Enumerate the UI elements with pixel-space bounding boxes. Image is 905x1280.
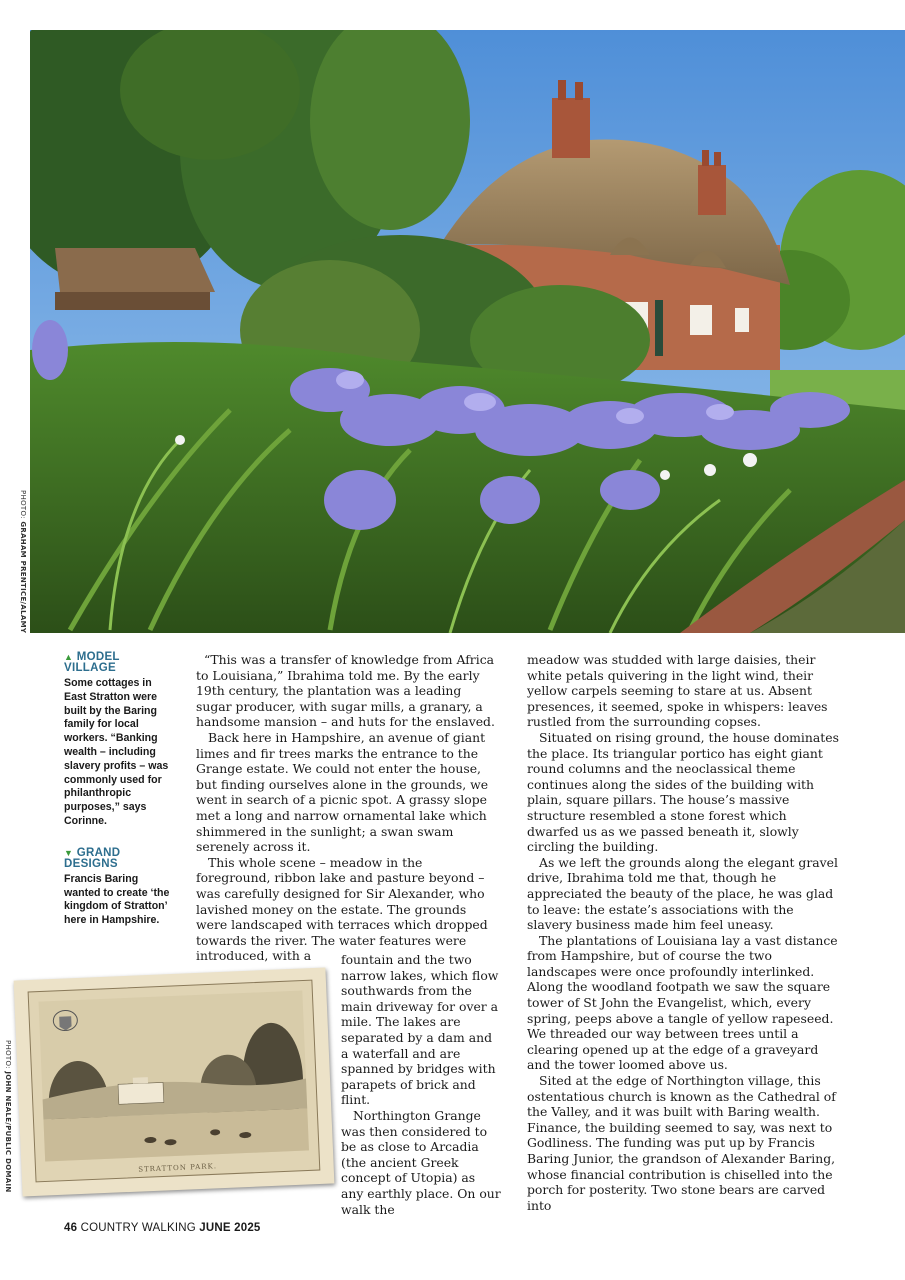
paragraph: The plantations of Louisiana lay a vast distance from Hampshire, but of course the two landscapes were once profoundly interlinked. Along the woodland footpath we saw the square tower of St John the Evangelist, which, every spring, peeps above a tangle of yellow rapeseed. We threaded our way between trees until a clearing opened up at the edge of a graveyard and the tower loomed above us. [527,932,838,1073]
caption-text: Some cottages in East Stratton were built by the Baring family for local workers. “Banking wealth – including slavery profits – was commonly used for philanthropic purposes,” says Corinne. [64,677,169,827]
paragraph: This whole scene – meadow in the foreground, ribbon lake and pasture beyond – was carefully designed for Sir Alexander, who lavished money on the estate. The grounds were landscaped with terraces which dropped towards the river. The water features were introduced, with a [196,854,488,964]
engraving-photo-credit: PHOTO: JOHN NEALE/PUBLIC DOMAIN [4,1040,12,1193]
paragraph: Sited at the edge of Northington village, this ostentatious church is known as the Cathedral of the Valley, and it was built with Baring wealth. Finance, the building seemed to say, was next to Godliness. The funding was put up by Francis Baring Junior, the grandson of Alexander Baring, whose financial contribution is chiselled into the porch for posterity. Two stone bears are carved into [527,1073,836,1213]
stratton-park-engraving [14,968,335,1197]
page-number: 46 [64,1222,78,1234]
caption-grand-designs [64,848,174,928]
captions [64,652,174,928]
page-footer [64,1222,261,1234]
hero-photo-credit: PHOTO: GRAHAM PRENTICE/ALAMY [19,490,27,634]
issue-date: JUNE 2025 [199,1222,261,1234]
caption-heading: MODEL VILLAGE [64,651,120,674]
body-column-1-continued [341,952,501,1217]
paragraph: Back here in Hampshire, an avenue of giant limes and fir trees marks the entrance to the Grange estate. We could not enter the house, but finding ourselves alone in the grounds, we went in search of a picnic spot. A grassy slope met a long and narrow ornamental lake which shimmered in the sunlight; a swan swam serenely across it. [196,729,489,855]
caption-text: Francis Baring wanted to create ‘the kingdom of Stratton’ here in Hampshire. [64,872,170,927]
body-column-1 [196,652,496,964]
paragraph: fountain and the two narrow lakes, which flow southwards from the main driveway for over a mile. The lakes are separated by a dam and a waterfall and are spanned by bridges with parapets of brick and flint. [341,952,499,1108]
caption-model-village [64,652,174,829]
body-column-2 [527,652,841,1213]
triangle-down-icon: ▼ [64,847,74,858]
triangle-up-icon: ▲ [64,652,74,662]
engraving-label: STRATTON PARK. [138,1162,218,1174]
magazine-title: COUNTRY WALKING [80,1222,196,1234]
caption-heading: GRAND DESIGNS [64,846,121,870]
hero-photo-thatched-cottage [30,30,905,633]
paragraph: Situated on rising ground, the house dominates the place. Its triangular portico has eight giant round columns and the neoclassical theme continues along the sides of the building with plain, square pillars. The house’s massive structure resembled a stone forest which dwarfed us as we passed beneath it, slowly circling the building. [527,729,839,855]
paragraph: As we left the grounds along the elegant gravel drive, Ibrahima told me that, though he appreciated the beauty of the place, he was glad to leave: the estate’s associations with the slavery business made him feel uneasy. [527,854,838,933]
paragraph: “This was a transfer of knowledge from Africa to Louisiana,” Ibrahima told me. By the early 19th century, the plantation was a leading sugar producer, with sugar mills, a granary, a handsome mansion – and huts for the enslaved. [196,652,495,730]
paragraph: meadow was studded with large daisies, their white petals quivering in the light wind, their yellow carpels seeming to stare at us. Absent presences, it seemed, spoke in whispers: leaves rustled from the surrounding copses. [527,652,828,730]
paragraph: Northington Grange was then considered to be as close to Arcadia (the ancient Greek concept of Utopia) as any earthly place. On our walk the [341,1107,501,1217]
